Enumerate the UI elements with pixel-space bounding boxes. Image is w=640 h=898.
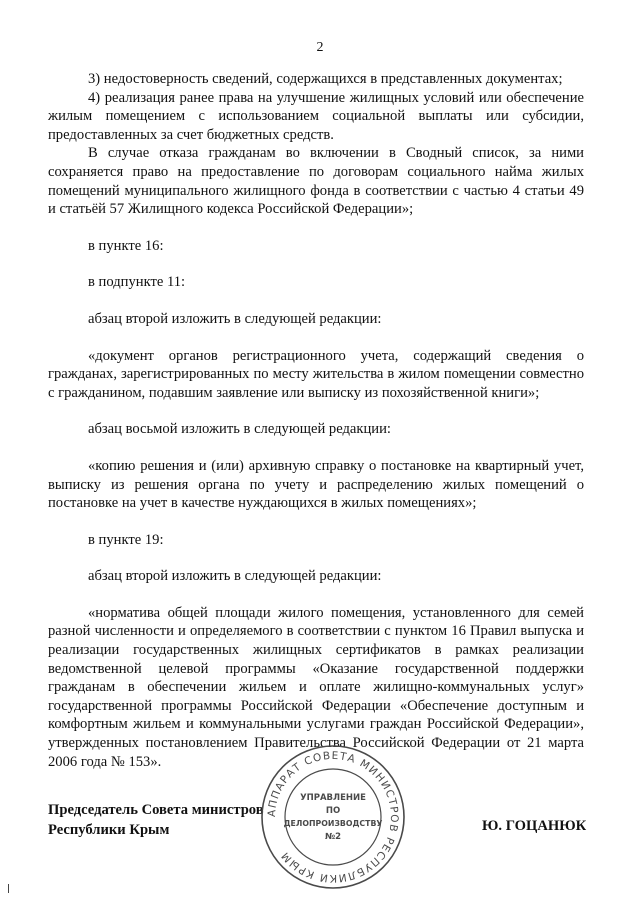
paragraph-point-19: в пункте 19: xyxy=(88,531,164,548)
paragraph-item-3: 3) недостоверность сведений, содержащихся в представленных документах; xyxy=(88,71,563,87)
stamp-line1: УПРАВЛЕНИЕ xyxy=(300,793,366,803)
document-body xyxy=(48,70,584,771)
stamp-ring-text: АППАРАТ СОВЕТА МИНИСТРОВ РЕСПУБЛИКИ КРЫМ xyxy=(265,749,401,885)
svg-text:АППАРАТ СОВЕТА МИНИСТРОВ РЕСПУ xyxy=(266,750,400,884)
paragraph-refusal: В случае отказа гражданам во включении в Сводный список, за ними сохраняется право на предоставление по договорам социального найма жилых помещений муниципального жилищного фонда в соответствии с частью 4 статьи 49 и статьёй 57 Жилищного кодекса Российской Федерации»; xyxy=(48,145,584,218)
paragraph-point-16: в пункте 16: xyxy=(88,237,164,254)
paragraph-item-4: 4) реализация ранее права на улучшение жилищных условий или обеспечение жилым помещением с использованием социальной выплаты или субсидии, предоставленных за счет бюджетных средств. xyxy=(48,89,584,143)
stamp-line3: ДЕЛОПРОИЗВОДСТВУ xyxy=(283,819,383,828)
paragraph-housing-norm: «норматива общей площади жилого помещения, установленного для семей разной численности и определяемого в соответствии с пунктом 16 Правил выпуска и реализации государственных жилищных сертификатов в рамках реализации ведомственной целевой программы «Оказание государственной поддержки гражданам в обеспечении жильем и оплате жилищно-коммунальных услуг» государственной программы Российской Федерации «Обеспечение доступным и комфортным жильем и коммунальными услугами граждан Российской Федерации», утвержденных постановлением Правительства Российской Федерации от 21 марта 2006 года № 153». xyxy=(48,604,584,770)
paragraph-subpoint-11: в подпункте 11: xyxy=(88,274,186,291)
office-stamp xyxy=(258,742,408,892)
paragraph-second-abzac: абзац второй изложить в следующей редакции: xyxy=(88,310,382,327)
paragraph-registration-document: «документ органов регистрационного учета, содержащий сведения о гражданах, зарегистрированных по месту жительства в жилом помещении совместно с гражданином, подавшим заявление или выписку из похозяйственной книги»; xyxy=(48,347,584,401)
paragraph-archive-copy: «копию решения и (или) архивную справку о постановке на квартирный учет, выписку из решения органа по учету и распределению жилых помещений о постановке на учет в качестве нуждающихся в жилых помещениях»; xyxy=(48,457,584,512)
stamp-line2: ПО xyxy=(325,806,341,816)
paragraph-eighth-abzac: абзац восьмой изложить в следующей редакции: xyxy=(88,421,391,438)
stamp-line4: №2 xyxy=(324,832,342,842)
scan-edge-mark xyxy=(8,884,9,893)
signature-title-line2: Республики Крым xyxy=(48,822,170,838)
page-number: 2 xyxy=(316,40,324,55)
signature-name: Ю. ГОЦАНЮК xyxy=(482,818,587,834)
signature-title-line1: Председатель Совета министров xyxy=(48,802,264,818)
paragraph-second-abzac-19: абзац второй изложить в следующей редакции: xyxy=(88,568,382,585)
signature-title xyxy=(48,800,264,840)
